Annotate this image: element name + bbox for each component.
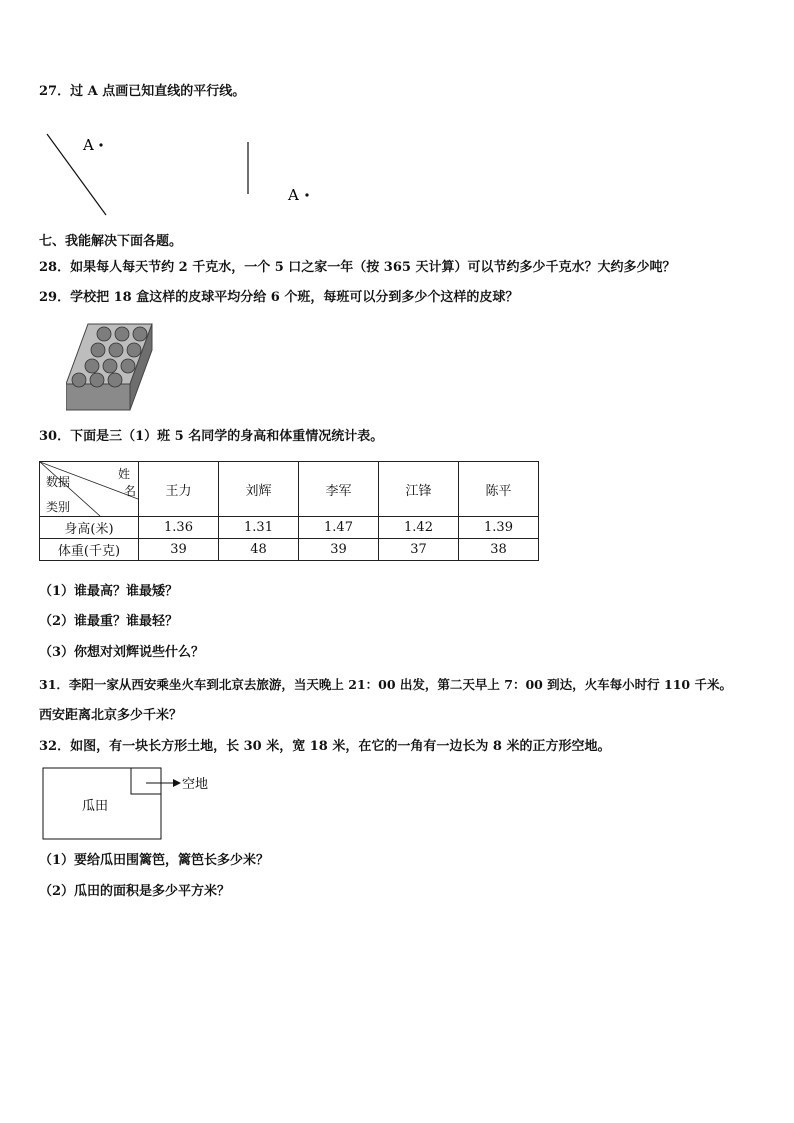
ball — [127, 343, 141, 357]
row-label-weight: 体重(千克) — [40, 539, 139, 561]
ball — [72, 373, 86, 387]
field-figure — [42, 767, 222, 841]
q31-line2: 西安距离北京多少千米？ — [39, 708, 183, 723]
diagonal-header-cell — [40, 462, 139, 517]
point-a-dot-1 — [99, 143, 102, 146]
q29-text: 29．学校把 18 盒这样的皮球平均分给 6 个班，每班可以分到多少个这样的皮球？ — [39, 290, 519, 305]
ball — [133, 327, 147, 341]
height-cell: 1.47 — [299, 517, 379, 539]
q27-figure — [40, 128, 320, 220]
weight-cell: 37 — [379, 539, 459, 561]
ball — [85, 359, 99, 373]
q32-text: 32．如图，有一块长方形土地，长 30 米，宽 18 米，在它的一角有一边长为 8 米的正方形空地。 — [39, 739, 611, 754]
ball — [91, 343, 105, 357]
ball — [108, 373, 122, 387]
ball — [109, 343, 123, 357]
q30-sub2: （2）谁最重？谁最轻？ — [39, 614, 179, 629]
point-a-label-2: A — [288, 186, 299, 204]
name-cell: 李军 — [299, 462, 379, 517]
section7-title: 七、我能解决下面各题。 — [39, 234, 183, 249]
table-header-row — [40, 462, 539, 517]
point-a-dot-2 — [305, 193, 308, 196]
height-cell: 1.36 — [139, 517, 219, 539]
slanted-line — [47, 134, 106, 215]
height-weight-table — [39, 461, 539, 561]
weight-cell: 39 — [299, 539, 379, 561]
ball — [115, 327, 129, 341]
name-cell: 刘辉 — [219, 462, 299, 517]
arrow-head — [173, 779, 181, 787]
height-cell: 1.39 — [459, 517, 539, 539]
table-row — [40, 517, 539, 539]
corner-label-name-1: 姓 — [117, 467, 130, 481]
tray-front — [66, 384, 130, 410]
ball — [121, 359, 135, 373]
q31-line1: 31．李阳一家从西安乘坐火车到北京去旅游，当天晚上 21：00 出发，第二天早上 7：00 到达，火车每小时行 110 千米。 — [39, 677, 732, 692]
name-cell: 王力 — [139, 462, 219, 517]
q30-sub3: （3）你想对刘辉说些什么？ — [39, 645, 205, 660]
ball-tray-figure — [66, 322, 156, 414]
row-label-height: 身高(米) — [40, 517, 139, 539]
q28-text: 28．如果每人每天节约 2 千克水，一个 5 口之家一年（按 365 天计算）可以节约多少千克水？大约多少吨？ — [39, 260, 676, 275]
corner-label-category: 类别 — [46, 500, 71, 514]
height-cell: 1.42 — [379, 517, 459, 539]
height-cell: 1.31 — [219, 517, 299, 539]
weight-cell: 38 — [459, 539, 539, 561]
q32-sub2: （2）瓜田的面积是多少平方米？ — [39, 884, 231, 899]
ball — [97, 327, 111, 341]
q30-text: 30．下面是三（1）班 5 名同学的身高和体重情况统计表。 — [39, 429, 384, 444]
point-a-label-1: A — [83, 136, 94, 154]
q30-sub1: （1）谁最高？谁最矮？ — [39, 584, 179, 599]
name-cell: 陈平 — [459, 462, 539, 517]
field-label: 瓜田 — [82, 799, 109, 814]
ball — [90, 373, 104, 387]
weight-cell: 39 — [139, 539, 219, 561]
empty-square — [131, 768, 161, 794]
weight-cell: 48 — [219, 539, 299, 561]
ball — [103, 359, 117, 373]
table-row — [40, 539, 539, 561]
q27-text: 27．过 A 点画已知直线的平行线。 — [39, 84, 246, 99]
empty-label: 空地 — [182, 777, 209, 792]
name-cell: 江锋 — [379, 462, 459, 517]
corner-label-name-2: 名 — [123, 484, 136, 498]
q32-sub1: （1）要给瓜田围篱笆，篱笆长多少米？ — [39, 853, 270, 868]
corner-label-data: 数据 — [46, 475, 71, 489]
